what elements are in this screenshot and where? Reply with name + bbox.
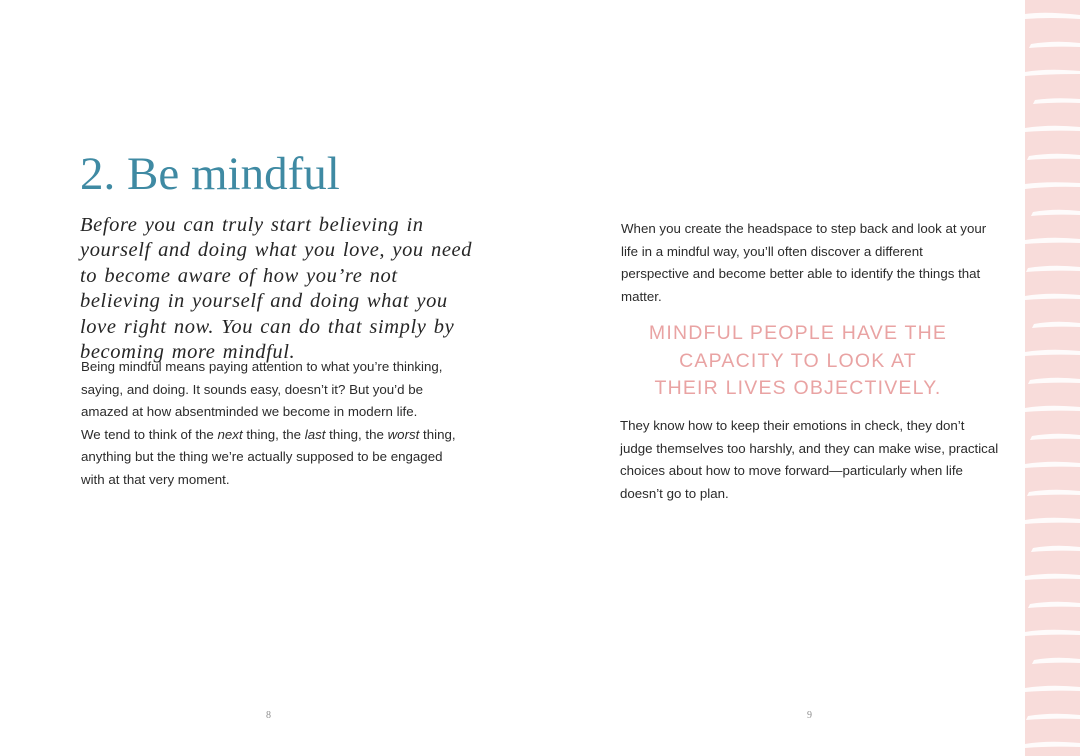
left-body-text: [81, 356, 466, 491]
page-number-right: 9: [807, 710, 812, 721]
emphasis-next: next: [217, 426, 243, 442]
right-body-paragraph-1: When you create the headspace to step back and look at your life in a mindful way, you’ll often discover a different perspective and become better able to identify the things that matter.: [621, 221, 987, 304]
body-paragraph-1: Being mindful means paying attention to what you’re thinking, saying, and doing. It sounds easy, doesn’t it? But you’d be amazed at how absentminded we become in modern life.: [81, 359, 443, 419]
decorative-stripe-border: [1025, 0, 1080, 756]
pull-quote-line-2: CAPACITY TO LOOK AT: [679, 349, 917, 372]
right-body-paragraph-2: They know how to keep their emotions in check, they don’t judge themselves too harshly, and they can make wise, practical choices about how to move forward—particularly when life doesn’t go to plan.: [620, 418, 999, 501]
emphasis-last: last: [304, 426, 326, 442]
intro-paragraph: Before you can truly start believing in yourself and doing what you love, you need to become aware of how you’re not believing in yourself and doing what you love right now. You can do that simply by becoming more mindful.: [80, 214, 473, 364]
pull-quote-line-1: MINDFUL PEOPLE HAVE THE: [648, 322, 948, 344]
chapter-title: 2. Be mindful: [80, 148, 340, 200]
pull-quote: [620, 320, 976, 403]
right-page: [540, 0, 1026, 756]
page-number-left: 8: [266, 710, 271, 721]
brush-stripes-graphic: [1025, 0, 1080, 756]
body-paragraph-2: We tend to think of the next thing, the last thing, the worst thing, anything but the thing we’re actually supposed to be engaged with at that very moment.: [81, 426, 456, 487]
pull-quote-line-3: THEIR LIVES OBJECTIVELY.: [654, 377, 942, 399]
emphasis-worst: worst: [387, 426, 420, 442]
